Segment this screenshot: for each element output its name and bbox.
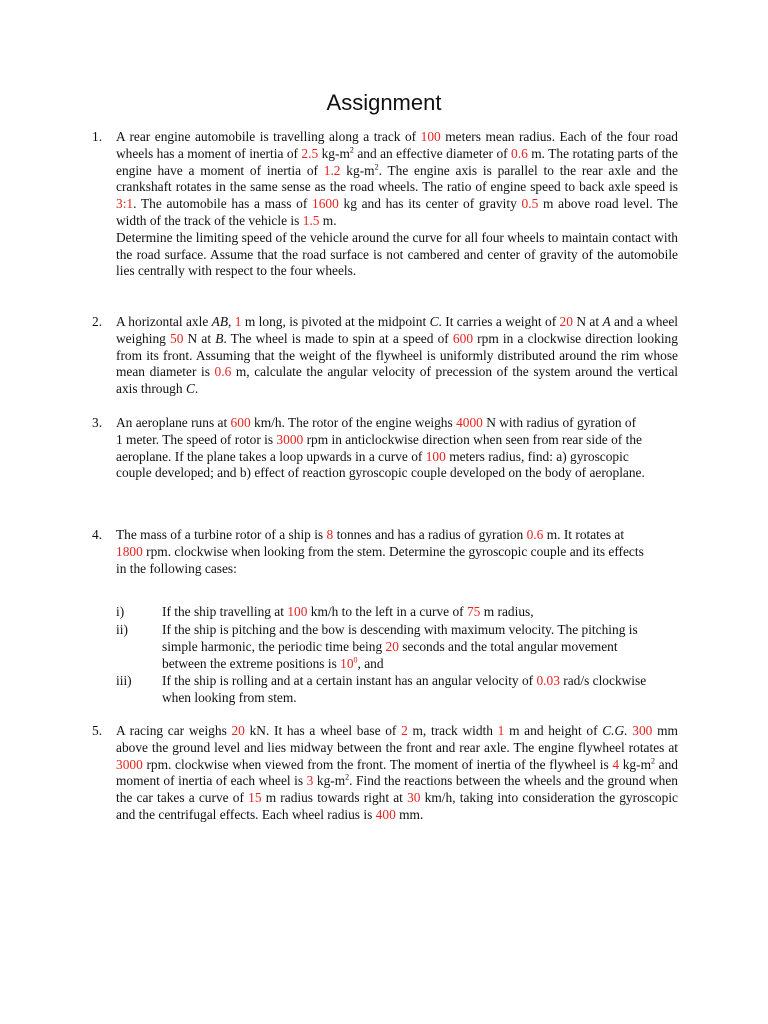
value: 50 (170, 330, 184, 346)
value: 10 (340, 655, 354, 671)
value: 15 (248, 790, 262, 806)
sub-question-text: If the ship is pitching and the bow is descending with maximum velocity. The pitching is simple harmonic, the periodic time being 20 seconds and the total angular movement between the extreme positions is $10^0$, and (162, 622, 638, 671)
sub-question-text: If the ship is rolling and at a certain instant has an angular velocity of 0.03 rad/s clockwise when looking from stem. (162, 673, 647, 705)
value: 2.5 (301, 145, 319, 161)
question-text: A rear engine automobile is travelling along a track of 100 meters mean radius. Each of the four road wheels has a moment of inertia of 2.5 $kg-m^2$ and an effective diameter of 0.6 m. The rotating parts of the engine have a moment of inertia of 1.2 $kg-m^2$. The engine axis is parallel to the rear axle and the crankshaft rotates in the same sense as the road wheels. The ratio of engine speed to back axle speed is 3:1. The automobile has a mass of 1600 kg and has its center of gravity 0.5 m above road level. The width of the track of the vehicle is 1.5 m. Determine the limiting speed of the vehicle around the curve for all four wheels to maintain contact with the road surface. Assume that the road surface is not cambered and center of gravity of the automobile lies centrally with respect to the four wheels. (116, 129, 678, 279)
value: 1.5 (302, 212, 320, 228)
value: 300 (632, 723, 653, 738)
value: 0.03 (536, 673, 560, 688)
question-3 (92, 415, 678, 482)
value: 100 (420, 129, 441, 144)
value: 0.6 (214, 364, 232, 380)
value: 600 (230, 415, 251, 430)
value: 0.6 (526, 527, 544, 542)
question-number: 2. (92, 314, 103, 329)
question-number: 5. (92, 723, 103, 738)
value: 1.2 (323, 162, 341, 178)
sub-question-number: ii) (116, 622, 128, 637)
value: 400 (375, 806, 396, 822)
question-number: 1. (92, 129, 103, 144)
value: 1800 (116, 543, 143, 559)
value: 100 (425, 448, 446, 464)
sub-question-ii (116, 622, 678, 672)
value: 100 (287, 604, 308, 619)
question-2 (92, 314, 678, 398)
question-text: An aeroplane runs at 600 km/h. The rotor of the engine weighs 4000 N with radius of gyration of 1 meter. The speed of rotor is 3000 rpm in anticlockwise direction when seen from rear side of the aeroplane. If the plane takes a loop upwards in a curve of 100 meters radius, find: a) gyroscopic couple developed; and b) effect of reaction gyroscopic couple developed on the body of aeroplane. (116, 415, 645, 481)
question-number: 3. (92, 415, 103, 430)
sub-question-i (116, 604, 678, 621)
value: 2 (401, 723, 408, 738)
value: 1600 (312, 196, 339, 212)
sub-question-number: i) (116, 604, 125, 619)
value: 1 (497, 723, 505, 738)
value: 3000 (116, 756, 143, 772)
value: 600 (452, 330, 474, 346)
value: 20 (385, 638, 399, 654)
value: 4 (612, 756, 620, 772)
value: 30 (407, 790, 421, 806)
value: 3:1 (116, 196, 134, 212)
value: 4000 (456, 415, 483, 430)
value: 0.6 (511, 145, 528, 161)
sub-question-text: If the ship travelling at 100 km/h to the left in a curve of 75 m radius, (162, 604, 534, 619)
question-text: A horizontal axle AB, 1 m long, is pivoted at the midpoint C. It carries a weight of 20 N at A and a wheel weighing 50 N at B. The wheel is made to spin at a speed of 600 rpm in a clockwise direction looking from its front. Assuming that the weight of the flywheel is uniformly distributed around the rim whose mean diameter is 0.6 m, calculate the angular velocity of precession of the system around the vertical axis through C. (116, 314, 679, 397)
question-paragraph: Determine the limiting speed of the vehicle around the curve for all four wheels to maintain contact with the road surface. Assume that the road surface is not cambered and center of gravity of the automobile lies centrally with respect to the four wheels. (116, 229, 678, 279)
value: 20 (231, 723, 245, 738)
question-4 (92, 527, 678, 577)
value: 3 (306, 773, 314, 789)
sub-question-iii (116, 673, 678, 707)
value: 0.5 (521, 196, 539, 212)
page-title: Assignment (326, 90, 442, 115)
question-number: 4. (92, 527, 103, 542)
value: 20 (559, 314, 573, 329)
value: 8 (326, 527, 334, 542)
value: 1 (234, 314, 242, 329)
value: 75 (466, 604, 481, 619)
value: 3000 (276, 431, 304, 447)
question-5 (92, 723, 678, 824)
sub-question-number: iii) (116, 673, 132, 688)
question-1 (92, 129, 678, 280)
question-text: A racing car weighs 20 kN. It has a wheel base of 2 m, track width 1 m and height of C.G. 300 mm above the ground level and lies midway between the front and rear axle. The engine flywheel rotates at 3000 rpm. clockwise when viewed from the front. The moment of inertia of the flywheel is 4 $kg-m^2$ and moment of inertia of each wheel is 3 $kg-m^2$. Find the reactions between the wheels and the ground when the car takes a curve of 15 m radius towards right at 30 km/h, taking into consideration the gyroscopic and the centrifugal effects. Each wheel radius is 400 mm. (116, 723, 678, 822)
question-text: The mass of a turbine rotor of a ship is 8 tonnes and has a radius of gyration 0.6 m. It rotates at 1800 rpm. clockwise when looking from the stem. Determine the gyroscopic couple and its effects in the following cases: (116, 527, 644, 576)
